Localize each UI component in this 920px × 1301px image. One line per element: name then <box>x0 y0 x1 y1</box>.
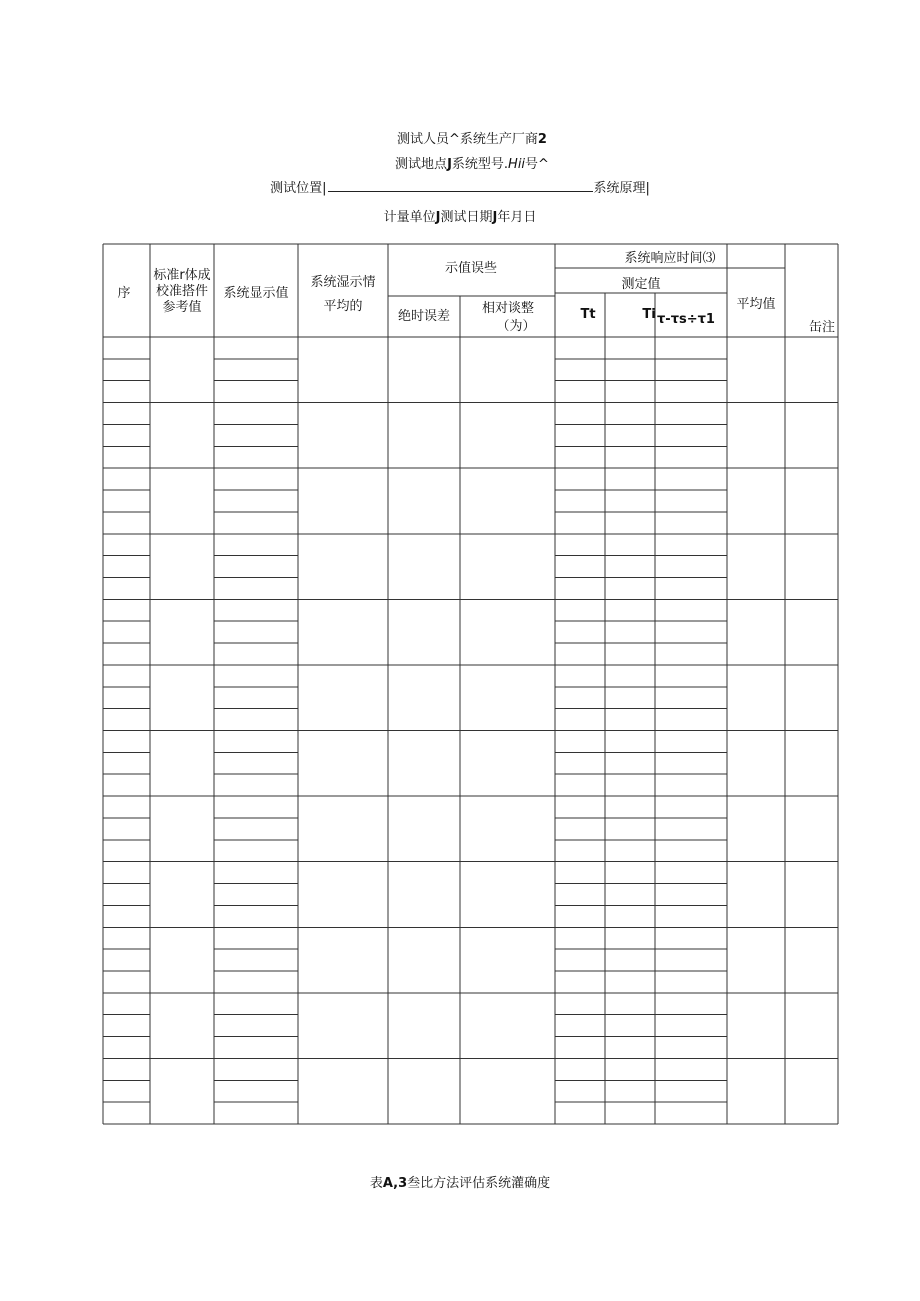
header-response-group: 系统响应时间⑶ <box>624 251 716 266</box>
header-std-line2: 校准搭件 <box>155 284 209 299</box>
header-display-value: 系统显示值 <box>223 286 289 301</box>
principle-label: 系统原理| <box>593 181 650 196</box>
header-rel-error-line2: （为） <box>496 319 536 334</box>
model-label: 系统型号. <box>451 157 509 172</box>
header-measured: 测定值 <box>621 277 661 292</box>
location-mark: J <box>447 157 452 172</box>
location-label: 测试地点 <box>395 157 448 172</box>
header-display-avg-line2: 平均的 <box>323 299 363 314</box>
unit-label: 计量单位 <box>383 210 436 225</box>
header-rel-error-line1: 相对谈整 <box>481 301 535 316</box>
header-seq: 序 <box>117 286 131 301</box>
header-std-line3: 参考值 <box>162 300 202 315</box>
header-t1: Tt <box>580 307 596 322</box>
header-t3: τ-τs÷τ1 <box>657 312 715 327</box>
header-note: 缶注 <box>808 320 836 335</box>
caption-number: A,3 <box>382 1176 408 1191</box>
header-t2: Ti <box>642 307 656 322</box>
unit-mark: J <box>435 210 441 225</box>
header-abs-error: 绝时误差 <box>397 309 451 324</box>
caption-prefix: 表 <box>369 1176 383 1191</box>
tester-manufacturer-label: 测试人员^系统生产厂商 <box>397 132 538 147</box>
header-average: 平均值 <box>736 297 776 312</box>
header-std-line1: 标准r体成 <box>153 268 211 283</box>
position-label: 测试位置| <box>270 181 327 196</box>
manufacturer-value: 2 <box>537 132 547 147</box>
header-display-avg-line1: 系统湿示情 <box>310 275 376 290</box>
date-mark: J <box>492 210 498 225</box>
model-suffix: 号^ <box>525 157 549 172</box>
model-value: Hii <box>508 157 526 172</box>
table-caption <box>0 1172 920 1191</box>
header-error-group: 示值误些 <box>444 261 498 276</box>
date-label: 测试日期 <box>440 210 493 225</box>
date-format: 年月日 <box>497 210 537 225</box>
caption-title: 叁比方法评估系统灌确度 <box>407 1176 551 1191</box>
